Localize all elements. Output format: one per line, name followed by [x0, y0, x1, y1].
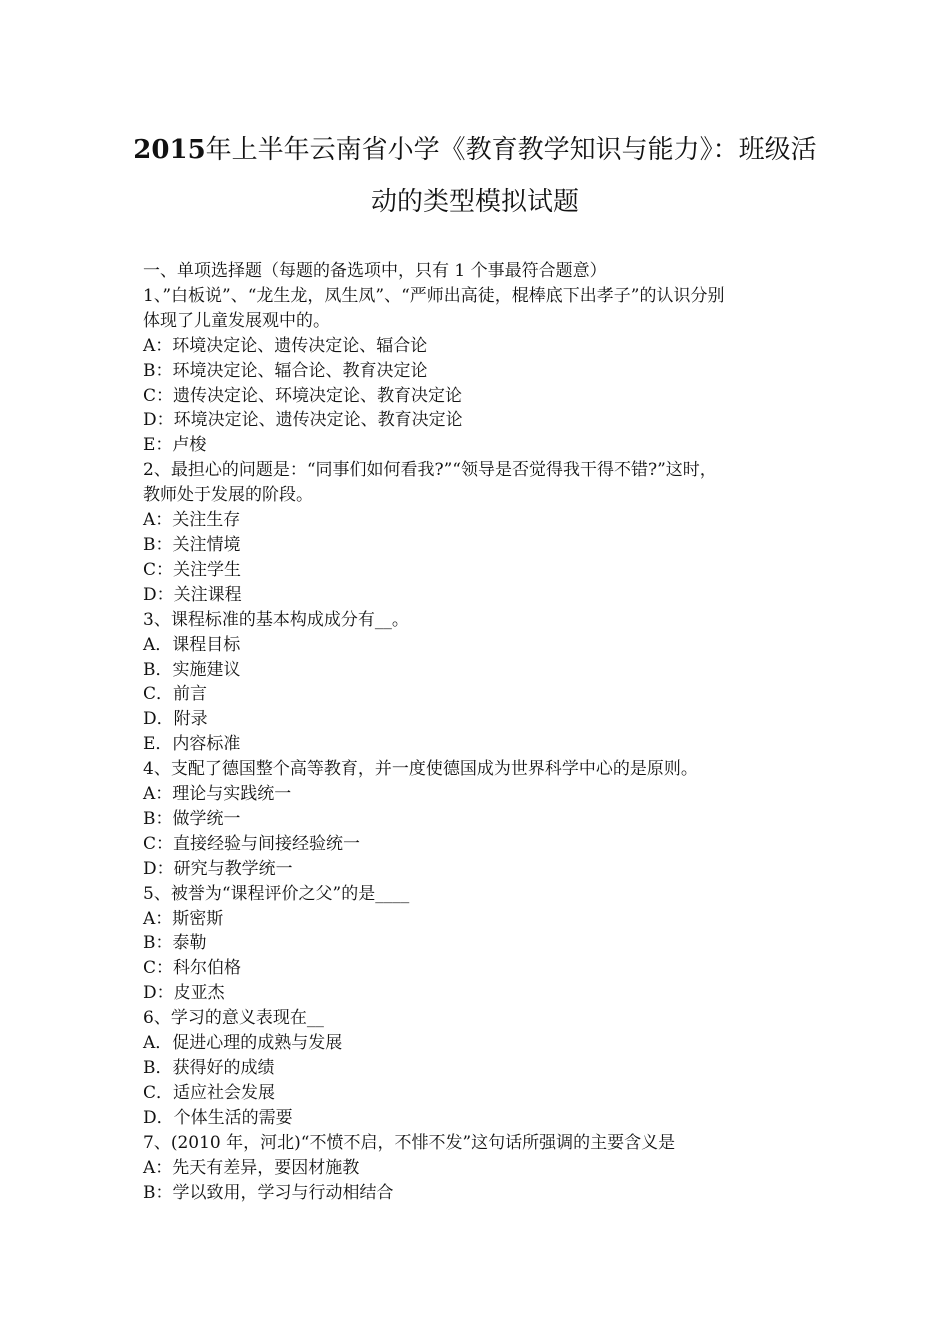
question-4-option-a: A：理论与实践统一: [143, 784, 292, 805]
question-6-option-c: C．适应社会发展: [143, 1082, 276, 1103]
question-5-option-c: C：科尔伯格: [143, 958, 242, 979]
question-4-option-b: B：做学统一: [143, 808, 241, 829]
section-heading: 一、单项选择题（每题的备选项中，只有 1 个事最符合题意）: [143, 261, 607, 281]
document-title-line-2: 动的类型模拟试题: [370, 187, 579, 217]
question-4-option-c: C：直接经验与间接经验统一: [143, 833, 361, 854]
question-4-option-d: D：研究与教学统一: [143, 858, 293, 879]
question-5-option-a: A：斯密斯: [143, 908, 224, 929]
question-3-option-b: B．实施建议: [143, 659, 241, 680]
question-2-option-c: C：关注学生: [143, 559, 242, 580]
title-year: 2015: [133, 135, 206, 165]
question-6-option-a: A．促进心理的成熟与发展: [143, 1033, 343, 1054]
question-2-option-a: A：关注生存: [143, 510, 241, 531]
document-title-line-1: [120, 133, 830, 167]
question-3-text: 3、课程标准的基本构成成分有__。: [143, 609, 409, 630]
question-5-option-b: B：泰勒: [143, 933, 207, 954]
question-1-text-cont: 体现了儿童发展观中的。: [143, 310, 330, 331]
question-3-option-e: E．内容标准: [143, 734, 241, 755]
question-1-option-a: A：环境决定论、遗传决定论、辐合论: [143, 335, 428, 356]
question-1-option-b: B：环境决定论、辐合论、教育决定论: [143, 360, 428, 381]
question-3-option-d: D．附录: [143, 709, 208, 730]
question-2-text: 2、最担心的问题是：“同事们如何看我?”“领导是否觉得我干得不错?”这时，: [143, 460, 717, 481]
question-6-option-d: D．个体生活的需要: [143, 1107, 293, 1128]
question-3-option-c: C．前言: [143, 684, 208, 705]
question-1-option-d: D：环境决定论、遗传决定论、教育决定论: [143, 410, 463, 431]
question-7-option-b: B：学以致用，学习与行动相结合: [143, 1182, 394, 1203]
question-5-option-d: D：皮亚杰: [143, 983, 225, 1004]
question-7-option-a: A：先天有差异，要因材施教: [143, 1157, 360, 1178]
exam-body: [143, 259, 823, 1205]
question-6-text: 6、学习的意义表现在__: [143, 1008, 324, 1029]
question-2-option-b: B：关注情境: [143, 534, 241, 555]
question-2-text-cont: 教师处于发展的阶段。: [143, 485, 313, 506]
question-1-option-e: E：卢梭: [143, 435, 207, 456]
question-5-text: 5、被誉为“课程评价之父”的是____: [143, 883, 410, 904]
question-7-text: 7、(2010 年，河北)“不愤不启，不悱不发”这句话所强调的主要含义是: [143, 1132, 676, 1153]
question-4-text: 4、支配了德国整个高等教育，并一度使德国成为世界科学中心的是原则。: [143, 759, 698, 780]
question-6-option-b: B．获得好的成绩: [143, 1058, 275, 1078]
question-1-text: 1、”白板说”、“龙生龙，凤生凤”、“严师出高徒，棍棒底下出孝子”的认识分别: [143, 285, 725, 306]
question-3-option-a: A．课程目标: [143, 634, 241, 655]
question-1-option-c: C：遗传决定论、环境决定论、教育决定论: [143, 385, 463, 406]
question-2-option-d: D：关注课程: [143, 584, 242, 605]
title-text: 年上半年云南省小学《教育教学知识与能力》：班级活: [205, 135, 817, 165]
